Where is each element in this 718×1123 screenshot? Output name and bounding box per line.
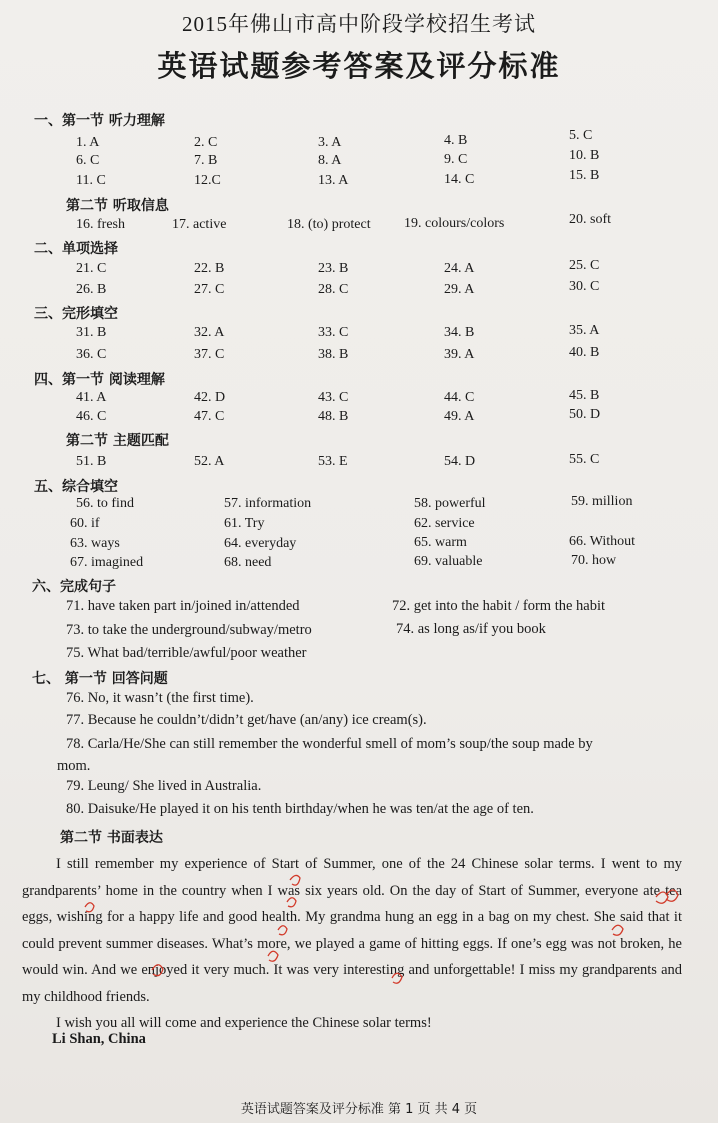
answer-item: 20. soft xyxy=(569,212,611,227)
section-cloze-heading: 三、完形填空 xyxy=(34,306,118,322)
answer-item: 38. B xyxy=(318,347,349,362)
answer-item: 12.C xyxy=(194,173,221,188)
answer-item: 23. B xyxy=(318,261,349,276)
answer-item: 13. A xyxy=(318,173,349,188)
answer-item: 69. valuable xyxy=(414,554,483,569)
answer-item: 30. C xyxy=(569,279,600,294)
answer-item: 59. million xyxy=(571,494,633,509)
answer-item: 3. A xyxy=(318,135,342,150)
section-writing-heading: 第二节 书面表达 xyxy=(60,830,163,846)
answer-item: 33. C xyxy=(318,325,349,340)
answer-item: 74. as long as/if you book xyxy=(396,621,546,637)
answer-item: 73. to take the underground/subway/metro xyxy=(66,622,312,638)
answer-item: 49. A xyxy=(444,409,475,424)
answer-item: 72. get into the habit / form the habit xyxy=(392,598,606,614)
answer-item: 44. C xyxy=(444,390,475,405)
answer-item: 60. if xyxy=(70,516,100,531)
answer-item: 41. A xyxy=(76,390,107,405)
answer-item: 5. C xyxy=(569,128,593,143)
answer-item: 35. A xyxy=(569,323,600,338)
answer-item: 66. Without xyxy=(569,534,636,549)
answer-item: 8. A xyxy=(318,153,342,168)
section-sentences-heading: 六、完成句子 xyxy=(32,579,116,595)
answer-item: mom. xyxy=(57,758,91,774)
section-matching-heading: 第二节 主题匹配 xyxy=(66,433,169,449)
page-footer: 英语试题答案及评分标准 第 1 页 共 4 页 xyxy=(240,1102,478,1117)
answer-item: 79. Leung/ She lived in Australia. xyxy=(66,778,262,794)
answer-item: 65. warm xyxy=(414,535,467,550)
section-listening-heading: 一、第一节 听力理解 xyxy=(34,113,165,129)
answer-item: 28. C xyxy=(318,282,349,297)
answer-item: 48. B xyxy=(318,409,349,424)
answer-item: 19. colours/colors xyxy=(404,216,505,231)
answer-item: 77. Because he couldn’t/didn’t get/have (an/any) ice cream(s). xyxy=(66,712,427,728)
answer-item: 58. powerful xyxy=(414,496,486,511)
answer-item: 18. (to) protect xyxy=(287,217,371,232)
section-info-heading: 第二节 听取信息 xyxy=(66,198,169,214)
answer-item: 22. B xyxy=(194,261,225,276)
answer-item: 78. Carla/He/She can still remember the wonderful smell of mom’s soup/the soup made by xyxy=(66,736,593,752)
answer-item: 27. C xyxy=(194,282,225,297)
answer-item: 36. C xyxy=(76,347,107,362)
answer-item: 52. A xyxy=(194,454,225,469)
answer-item: 29. A xyxy=(444,282,475,297)
answer-item: 76. No, it wasn’t (the first time). xyxy=(66,690,254,706)
answer-item: 50. D xyxy=(569,407,601,422)
section-single-choice-heading: 二、单项选择 xyxy=(34,241,118,257)
essay-paragraph: I still remember my experience of Start of Summer, one of the 24 Chinese solar terms. I went to my grandparents’ home in the country when I was six years old. On the day of Start of Summer, everyone ate tea eggs, wishing for a happy life and good health. My grandma hung an egg in a bag on my chest. She said that it could prevent summer diseases. What’s more, we played a game of hitting eggs. If one’s egg was not broken, he would win. And we enjoyed it very much. It was very interesting and unforgettable! I miss my grandparents and my childhood friends. xyxy=(22,856,682,1005)
answer-item: 16. fresh xyxy=(76,217,125,232)
answer-item: 51. B xyxy=(76,454,107,469)
answer-item: 25. C xyxy=(569,258,600,273)
answer-item: 32. A xyxy=(194,325,225,340)
answer-item: 54. D xyxy=(444,454,476,469)
answer-item: 56. to find xyxy=(76,496,134,511)
answer-item: 6. C xyxy=(76,153,100,168)
answer-item: 15. B xyxy=(569,168,600,183)
answer-item: 39. A xyxy=(444,347,475,362)
answer-item: 24. A xyxy=(444,261,475,276)
answer-item: 1. A xyxy=(76,135,100,150)
answer-item: 14. C xyxy=(444,172,475,187)
answer-item: 37. C xyxy=(194,347,225,362)
answer-item: 42. D xyxy=(194,390,226,405)
answer-item: 61. Try xyxy=(224,516,265,531)
section-questions-heading: 七、 第一节 回答问题 xyxy=(32,671,168,687)
exam-title: 2015年佛山市高中阶段学校招生考试 xyxy=(182,12,536,36)
answer-item: 40. B xyxy=(569,345,600,360)
answer-item: 71. have taken part in/joined in/attended xyxy=(66,598,300,614)
answer-item: 63. ways xyxy=(70,536,120,551)
answer-item: 10. B xyxy=(569,148,600,163)
model-essay xyxy=(22,851,682,1037)
answer-item: 26. B xyxy=(76,282,107,297)
answer-item: 34. B xyxy=(444,325,475,340)
answer-item: 53. E xyxy=(318,454,348,469)
answer-item: 4. B xyxy=(444,133,468,148)
answer-item: 55. C xyxy=(569,452,600,467)
section-reading-heading: 四、第一节 阅读理解 xyxy=(34,372,165,388)
answer-item: 70. how xyxy=(571,553,617,568)
answer-item: 9. C xyxy=(444,152,468,167)
answer-item: 45. B xyxy=(569,388,600,403)
answer-item: 67. imagined xyxy=(70,555,144,570)
answer-item: 17. active xyxy=(172,217,227,232)
answer-item: 68. need xyxy=(224,555,272,570)
answer-item: 31. B xyxy=(76,325,107,340)
answer-item: 7. B xyxy=(194,153,218,168)
essay-closing: I wish you all will come and experience the Chinese solar terms! xyxy=(56,1015,432,1031)
section-fill-heading: 五、综合填空 xyxy=(34,479,118,495)
answer-item: 11. C xyxy=(76,173,106,188)
answer-item: 2. C xyxy=(194,135,218,150)
essay-signature: Li Shan, China xyxy=(52,1031,146,1047)
answer-item: 21. C xyxy=(76,261,107,276)
answer-item: 80. Daisuke/He played it on his tenth birthday/when he was ten/at the age of ten. xyxy=(66,801,534,817)
document-title: 英语试题参考答案及评分标准 xyxy=(157,49,561,83)
answer-item: 62. service xyxy=(414,516,475,531)
answer-item: 57. information xyxy=(224,496,312,511)
answer-item: 75. What bad/terrible/awful/poor weather xyxy=(66,645,307,661)
answer-item: 47. C xyxy=(194,409,225,424)
answer-item: 64. everyday xyxy=(224,536,297,551)
answer-item: 46. C xyxy=(76,409,107,424)
answer-item: 43. C xyxy=(318,390,349,405)
